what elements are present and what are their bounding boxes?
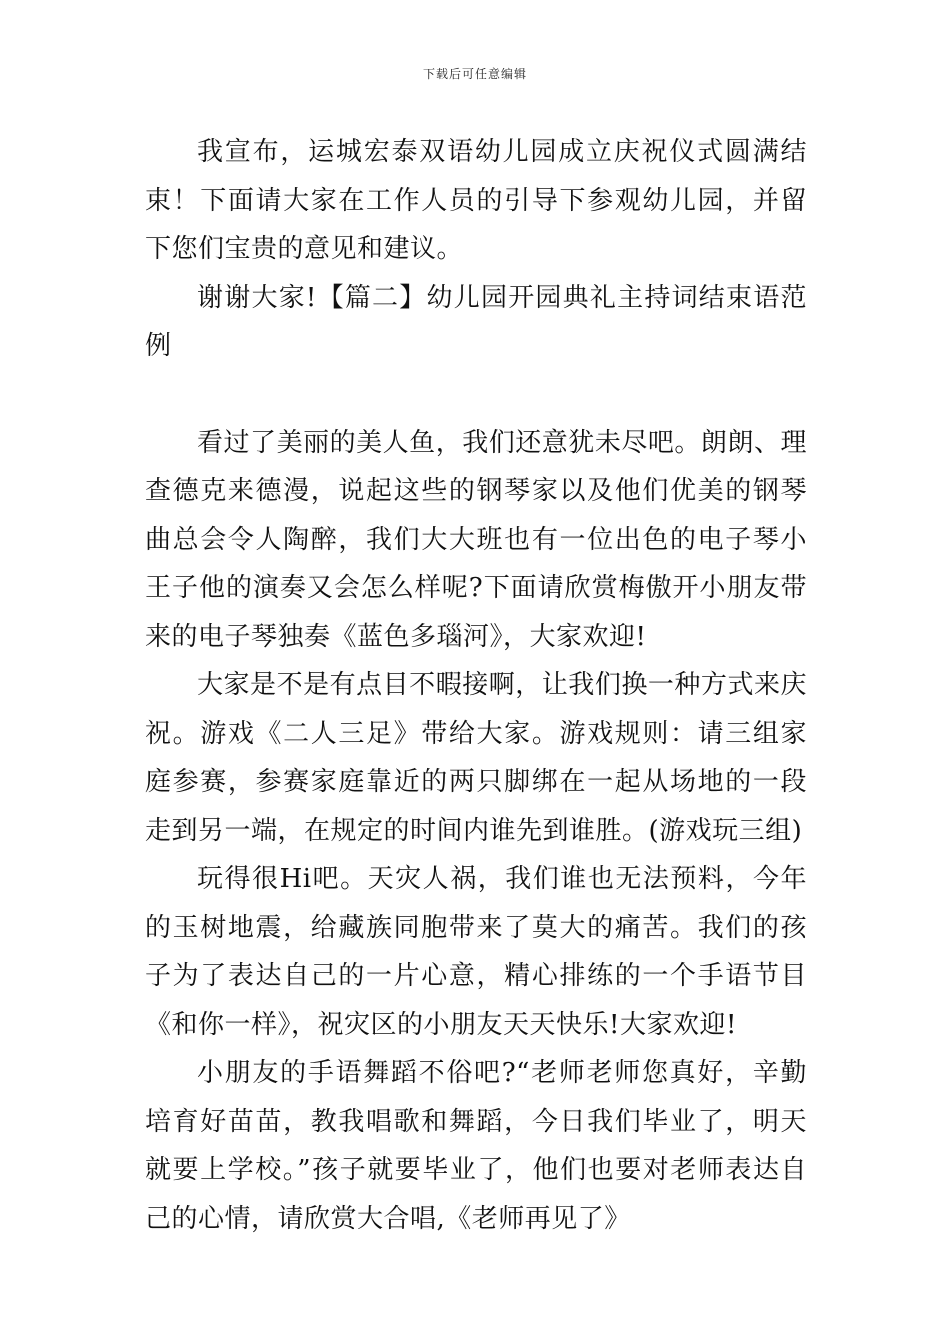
paragraph-sign-language: 玩得很Hi吧。天灾人祸，我们谁也无法预料，今年的玉树地震，给藏族同胞带来了莫大的痛苦。我们的孩子为了表达自己的一片心意，精心排练的一个手语节目《和你一样》，祝灾区的小朋友天天快乐!大家欢迎! [145,864,807,1040]
paragraph-piano-performance: 看过了美丽的美人鱼，我们还意犹未尽吧。朗朗、理查德克来德漫，说起这些的钢琴家以及他们优美的钢琴曲总会令人陶醉，我们大大班也有一位出色的电子琴小王子他的演奏又会怎么样呢?下面请欣赏梅傲开小朋友带来的电子琴独奏《蓝色多瑙河》，大家欢迎! [145,427,807,652]
paragraph-game-intro: 大家是不是有点目不暇接啊，让我们换一种方式来庆祝。游戏《二人三足》带给大家。游戏规则：请三组家庭参赛，参赛家庭靠近的两只脚绑在一起从场地的一段走到另一端，在规定的时间内谁先到谁胜。(游戏玩三组) [145,670,807,846]
page-header-note: 下载后可任意编辑 [422,67,527,81]
paragraph-farewell-song: 小朋友的手语舞蹈不俗吧?“老师老师您真好，辛勤培育好苗苗，教我唱歌和舞蹈，今日我们毕业了，明天就要上学校。”孩子就要毕业了，他们也要对老师表达自己的心情，请欣赏大合唱,《老师再见了》 [145,1058,807,1234]
paragraph-section-title: 谢谢大家!【篇二】幼儿园开园典礼主持词结束语范例 [145,282,807,361]
document-body [145,128,807,1243]
paragraph-spacer [145,371,807,419]
paragraph-closing-announcement: 我宣布，运城宏泰双语幼儿园成立庆祝仪式圆满结束！下面请大家在工作人员的引导下参观幼儿园，并留下您们宝贵的意见和建议。 [145,137,807,264]
